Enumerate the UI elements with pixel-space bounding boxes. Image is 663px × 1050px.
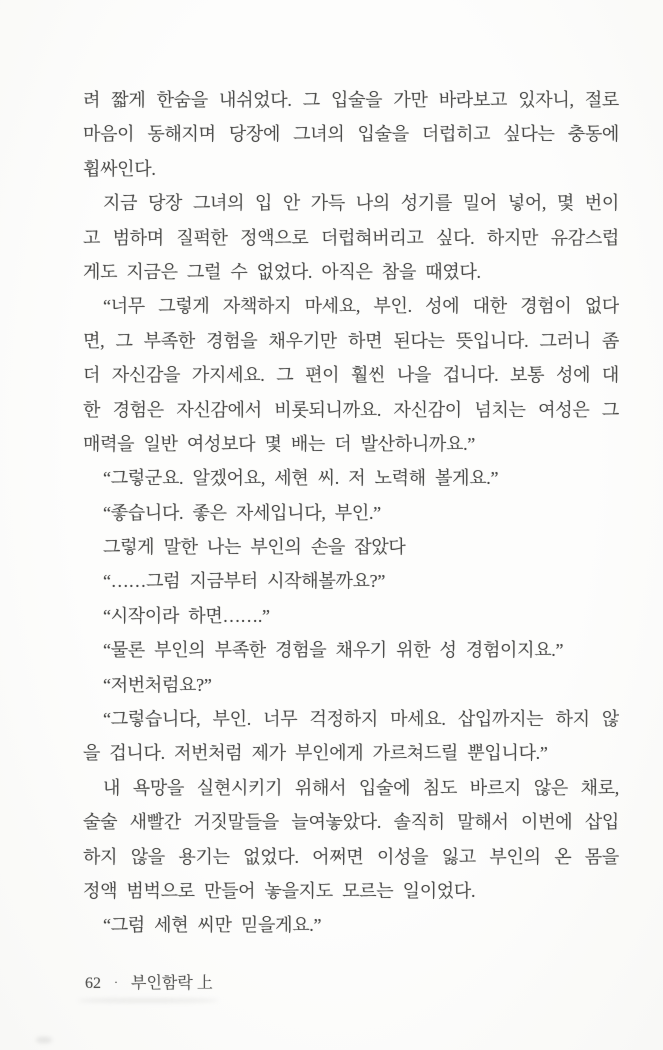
text-line: 려 짧게 한숨을 내쉬었다. 그 입술을 가만 바라보고 있자니, 절로 bbox=[83, 90, 619, 110]
text-line: “저번처럼요?” bbox=[103, 674, 212, 695]
text-line: “그렇습니다, 부인. 너무 걱정하지 마세요. 삽입까지는 하지 않 bbox=[103, 709, 619, 730]
text-line: “너무 그렇게 자책하지 마세요, 부인. 성에 대한 경험이 없다 bbox=[103, 296, 619, 317]
text-line: “그럼 세현 씨만 믿을게요.” bbox=[103, 915, 322, 936]
text-line: 고 범하며 질퍽한 정액으로 더럽혀버리고 싶다. 하지만 유감스럽 bbox=[83, 227, 619, 248]
page-footer bbox=[85, 971, 213, 995]
text-line: 그렇게 말한 나는 부인의 손을 잡았다 bbox=[103, 537, 406, 558]
text-line: 을 겁니다. 저번처럼 제가 부인에게 가르쳐드릴 뿐입니다.” bbox=[83, 743, 548, 764]
text-line: 하지 않을 용기는 없었다. 어쩌면 이성을 잃고 부인의 온 몸을 bbox=[83, 846, 619, 867]
page-number: 62 bbox=[85, 975, 101, 992]
footer-separator-dot: · bbox=[114, 975, 118, 989]
text-line: 게도 지금은 그럴 수 없었다. 아직은 참을 때였다. bbox=[83, 261, 481, 282]
page-text bbox=[83, 83, 619, 943]
text-line: 휩싸인다. bbox=[83, 158, 156, 179]
scan-smudge bbox=[36, 1037, 52, 1043]
text-line: 정액 범벅으로 만들어 놓을지도 모르는 일이었다. bbox=[83, 880, 476, 901]
text-line: 술술 새빨간 거짓말들을 늘여놓았다. 솔직히 말해서 이번에 삽입 bbox=[83, 812, 619, 833]
text-line: “시작이라 하면…….” bbox=[103, 605, 270, 626]
text-line: 더 자신감을 가지세요. 그 편이 훨씬 나을 겁니다. 보통 성에 대 bbox=[83, 365, 619, 386]
book-title: 부인함락 上 bbox=[131, 975, 213, 992]
text-line: “좋습니다. 좋은 자세입니다, 부인.” bbox=[103, 502, 381, 523]
text-line: 면, 그 부족한 경험을 채우기만 하면 된다는 뜻입니다. 그러니 좀 bbox=[83, 330, 619, 351]
text-line: “물론 부인의 부족한 경험을 채우기 위한 성 경험이지요.” bbox=[103, 640, 564, 661]
text-line: 마음이 동해지며 당장에 그녀의 입술을 더럽히고 싶다는 충동에 bbox=[83, 124, 619, 145]
text-line: 매력을 일반 여성보다 몇 배는 더 발산하니까요.” bbox=[83, 433, 475, 454]
text-line: 한 경험은 자신감에서 비롯되니까요. 자신감이 넘치는 여성은 그 bbox=[83, 399, 619, 420]
text-line: “……그럼 지금부터 시작해볼까요?” bbox=[103, 571, 386, 592]
text-line: 지금 당장 그녀의 입 안 가득 나의 성기를 밀어 넣어, 몇 번이 bbox=[103, 193, 619, 214]
text-line: 내 욕망을 실현시키기 위해서 입술에 침도 바르지 않은 채로, bbox=[103, 777, 619, 798]
scan-smudge bbox=[78, 998, 218, 1003]
text-line: “그렇군요. 알겠어요, 세현 씨. 저 노력해 볼게요.” bbox=[103, 468, 499, 489]
